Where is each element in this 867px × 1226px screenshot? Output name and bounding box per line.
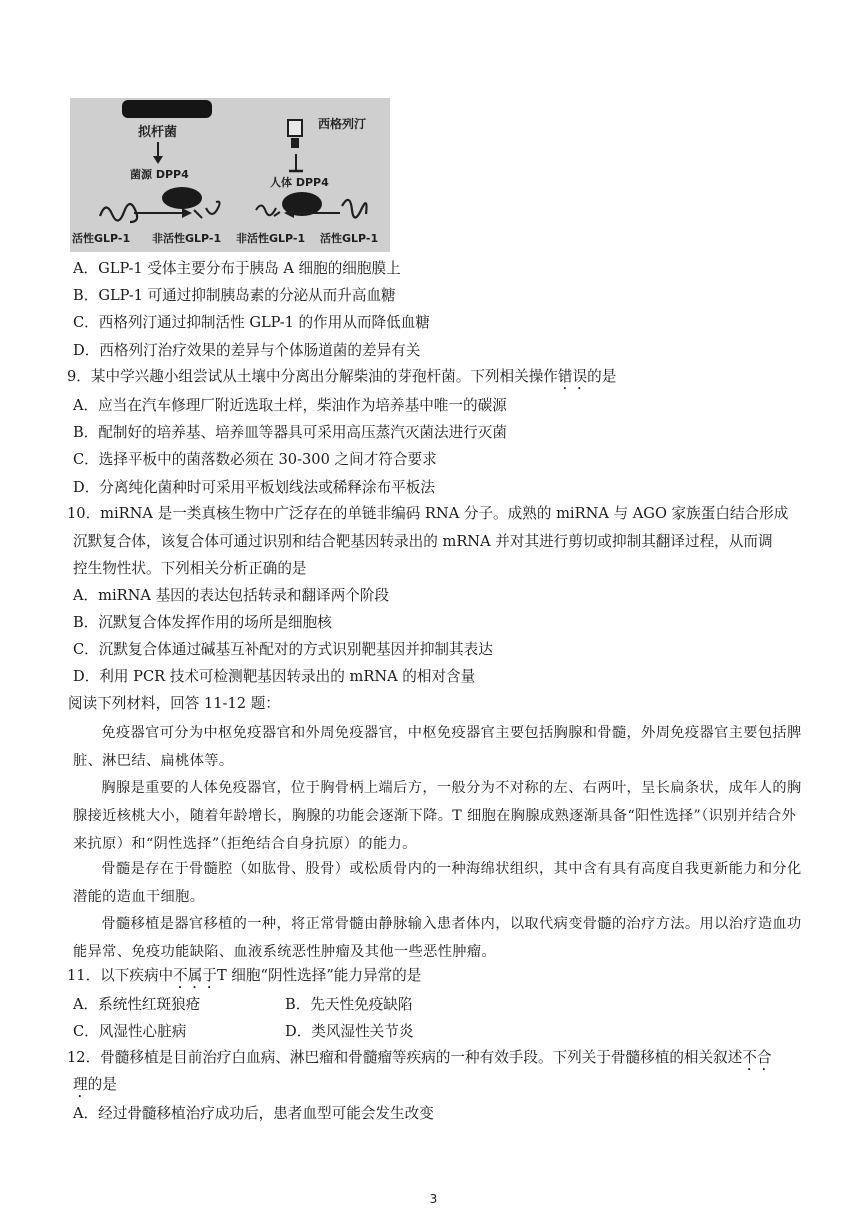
bacteria-arrow-head <box>153 156 163 164</box>
active-glp1-left-label: 活性GLP-1 <box>72 232 131 245</box>
bacteria-bar <box>122 100 212 118</box>
q9-option-a: A．应当在汽车修理厂附近选取土样，柴油作为培养基中唯一的碳源 <box>73 397 507 414</box>
bacteria-label: 拟杆菌 <box>138 125 178 140</box>
q10-stem-line3: 控生物性状。下列相关分析正确的是 <box>73 560 307 577</box>
active-glp1-right-squiggle <box>342 200 367 218</box>
q11-stem-pre: 11．以下疾病中 <box>67 967 174 984</box>
page-number: 3 <box>429 1192 438 1206</box>
q12-stem-emphasis: 不合 <box>742 1049 772 1066</box>
active-glp1-right-label: 活性GLP-1 <box>320 232 379 245</box>
q8-option-b: B．GLP-1 可通过抑制胰岛素的分泌从而升高血糖 <box>73 287 396 304</box>
q11-option-b: B．先天性免疫缺陷 <box>285 996 413 1013</box>
q12-stem-post: 的是 <box>87 1076 117 1093</box>
q10-option-c: C．沉默复合体通过碱基互补配对的方式识别靶基因并抑制其表达 <box>73 641 493 658</box>
q12-stem-pre: 12．骨髓移植是目前治疗白血病、淋巴瘤和骨髓瘤等疾病的一种有效手段。下列关于骨髓移植的相关叙述 <box>67 1049 743 1066</box>
inactive-glp1-right-fragments <box>256 205 280 216</box>
q12-stem-line1 <box>67 1048 837 1074</box>
reading-paragraph-4: 骨髓移植是器官移植的一种，将正常骨髓由静脉输入患者体内，以取代病变骨髓的治疗方法。用以治疗造血功能异常、免疫功能缺陷、血液系统恶性肿瘤及其他一些恶性肿瘤。 <box>73 916 802 960</box>
q9-option-b: B．配制好的培养基、培养皿等器具可采用高压蒸汽灭菌法进行灭菌 <box>73 424 507 441</box>
q10-stem-line2: 沉默复合体，该复合体可通过识别和结合靶基因转录出的 mRNA 并对其进行剪切或抑制其翻译过程，从而调 <box>73 533 773 550</box>
active-glp1-left-squiggle <box>100 204 137 222</box>
bacteria-enzyme-label: 菌源 DPP4 <box>130 168 189 181</box>
inactive-glp1-right-label: 非活性GLP-1 <box>236 232 306 245</box>
q11-option-c: C．风湿性心脏病 <box>73 1023 187 1040</box>
inactive-glp1-left-label: 非活性GLP-1 <box>152 232 222 245</box>
q10-option-b: B．沉默复合体发挥作用的场所是细胞核 <box>73 614 332 631</box>
q12-stem-emphasis-2: 理 <box>73 1076 88 1093</box>
q11-stem <box>67 966 807 992</box>
q9-stem-pre: 9．某中学兴趣小组尝试从土壤中分离出分解柴油的芽孢杆菌。下列相关操作 <box>67 368 558 385</box>
q9-stem-post: 的是 <box>587 368 617 385</box>
drug-label: 西格列汀 <box>318 117 367 131</box>
bacteria-dpp4-blob <box>162 187 202 209</box>
drug-icon-base <box>291 138 299 148</box>
dpp4-diagram-svg <box>70 98 390 252</box>
reading-paragraph-2: 胸腺是重要的人体免疫器官，位于胸骨柄上端后方，一般分为不对称的左、右两叶，呈长扁条状，成年人的胸腺接近核桃大小，随着年龄增长，胸腺的功能会逐渐下降。T 细胞在胸腺成熟逐渐具备“阳性选择”（识别并结合外来抗原）和“阴性选择”（拒绝结合自身抗原）的能力。 <box>73 780 802 852</box>
reading-intro: 阅读下列材料，回答 11-12 题： <box>68 695 280 712</box>
q12-option-a: A．经过骨髓移植治疗成功后，患者血型可能会发生改变 <box>73 1105 434 1122</box>
q10-stem-line1: 10．miRNA 是一类真核生物中广泛存在的单链非编码 RNA 分子。成熟的 miRNA 与 AGO 家族蛋白结合形成 <box>67 505 789 522</box>
q9-option-d: D．分离纯化菌种时可采用平板划线法或稀释涂布平板法 <box>73 479 435 496</box>
q8-option-d: D．西格列汀治疗效果的差异与个体肠道菌的差异有关 <box>73 342 421 359</box>
reading-paragraph-3: 骨髓是存在于骨髓腔（如肱骨、股骨）或松质骨内的一种海绵状组织，其中含有具有高度自我更新能力和分化潜能的造血干细胞。 <box>73 861 802 905</box>
q12-stem-line2 <box>73 1075 807 1101</box>
reading-paragraph-1: 免疫器官可分为中枢免疫器官和外周免疫器官，中枢免疫器官主要包括胸腺和骨髓，外周免疫器官主要包括脾脏、淋巴结、扁桃体等。 <box>73 725 802 769</box>
q10-option-d: D．利用 PCR 技术可检测靶基因转录出的 mRNA 的相对含量 <box>73 668 476 685</box>
q9-option-c: C．选择平板中的菌落数必须在 30-300 之间才符合要求 <box>73 451 437 468</box>
human-enzyme-label: 人体 DPP4 <box>270 176 329 189</box>
q9-stem-emphasis: 错误 <box>557 368 588 385</box>
q11-option-d: D．类风湿性关节炎 <box>285 1023 414 1040</box>
q11-option-a: A．系统性红斑狼疮 <box>73 996 201 1013</box>
drug-icon <box>288 120 302 136</box>
q9-stem <box>67 367 807 393</box>
q11-stem-emphasis: 不属于 <box>173 967 217 984</box>
q8-option-c: C．西格列汀通过抑制活性 GLP-1 的作用从而降低血糖 <box>73 314 430 331</box>
dpp4-diagram <box>70 98 390 252</box>
q10-option-a: A．miRNA 基因的表达包括转录和翻译两个阶段 <box>73 587 390 604</box>
conversion-arrowhead-left <box>182 208 192 218</box>
q11-stem-post: T 细胞“阴性选择”能力异常的是 <box>216 967 422 984</box>
q8-option-a: A．GLP-1 受体主要分布于胰岛 A 细胞的细胞膜上 <box>73 260 401 277</box>
